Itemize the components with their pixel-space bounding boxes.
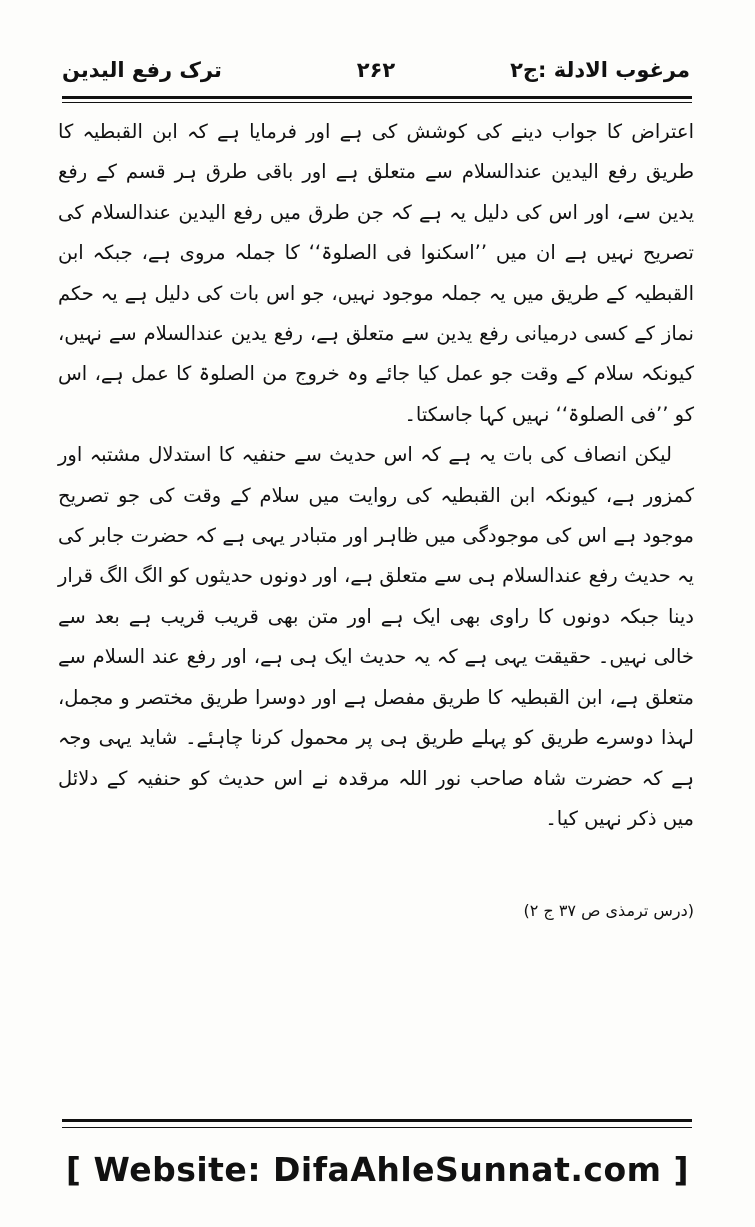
citation: (درس ترمذی ص ۳۷ ج ۲) <box>523 901 694 920</box>
chapter-title: ترک رفع الیدین <box>62 58 222 82</box>
paragraph-2: لیکن انصاف کی بات یہ ہے کہ اس حدیث سے حنفیہ کا استدلال مشتبہ اور کمزور ہے، کیونکہ ابن القبطیہ کی روایت میں سلام کے وقت کی جو تصریح موجود ہے اس کی موجودگی میں ظاہر اور متبادر یہی ہے کہ حضرت جابر کی یہ حدیث رفع عندالسلام ہی سے متعلق ہے، اور دونوں حدیثوں کو الگ الگ قرار دینا جبکہ دونوں کا راوی بھی ایک ہے اور متن بھی قریب قریب ہے بعد سے خالی نہیں۔ حقیقت یہی ہے کہ یہ حدیث ایک ہی ہے، اور رفع عند السلام سے متعلق ہے، ابن القبطیہ کا طریق مفصل ہے اور دوسرا طریق مختصر و مجمل، لہذا دوسرے طریق کو پہلے طریق ہی پر محمول کرنا چاہئے۔ شاید یہی وجہ ہے کہ حضرت شاہ صاحب نور اللہ مرقدہ نے اس حدیث کو حنفیہ کے دلائل میں ذکر نہیں کیا۔ <box>58 443 694 830</box>
body-text <box>58 112 694 839</box>
footer-rule-thick <box>62 1119 692 1122</box>
header-rule-thin <box>62 102 692 103</box>
page-header <box>62 54 690 94</box>
footer-rule-thin <box>62 1127 692 1128</box>
paragraph-1: اعتراض کا جواب دینے کی کوشش کی ہے اور فرمایا ہے کہ ابن القبطیہ کا طریق رفع الیدین عندالسلام سے متعلق ہے اور باقی طرق ہر قسم کے رفع یدین سے، اور اس کی دلیل یہ ہے کہ جن طرق میں رفع الیدین عندالسلام کی تصریح نہیں ہے ان میں ’’اسکنوا فی الصلوۃ‘‘ کا جملہ مروی ہے، جبکہ ابن القبطیہ کے طریق میں یہ جملہ موجود نہیں، جو اس بات کی دلیل ہے یہ حکم نماز کے کسی درمیانی رفع یدین سے متعلق ہے، رفع یدین عندالسلام سے نہیں، کیونکہ سلام کے وقت جو عمل کیا جائے وہ خروج من الصلوۃ کا عمل ہے، اس کو ’’فی الصلوۃ‘‘ نہیں کہا جاسکتا۔ <box>58 120 694 426</box>
website-banner: [ Website: DifaAhleSunnat.com ] <box>65 1150 690 1189</box>
header-rule-thick <box>62 96 692 99</box>
page-number: ۲۶۲ <box>356 58 396 82</box>
book-title: مرغوب الادلة :ج۲ <box>510 58 690 82</box>
